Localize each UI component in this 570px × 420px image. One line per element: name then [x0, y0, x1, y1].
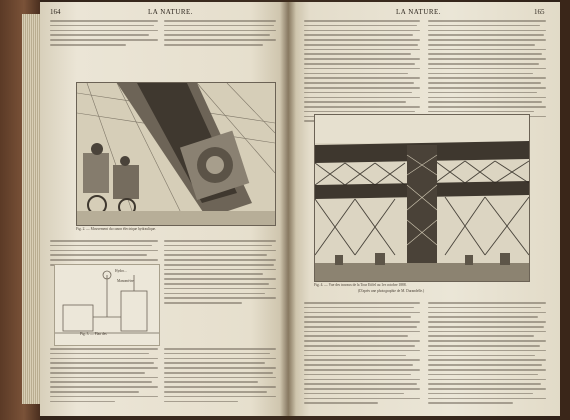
- left-bottom-text-col2: [164, 348, 276, 405]
- right-top-text-col1: [304, 20, 420, 125]
- book-cover-right: [560, 0, 570, 420]
- left-page: [40, 2, 288, 416]
- right-figure-caption-2: (D'après une photographie de M. Durandelle.): [358, 289, 425, 293]
- diagram-label-1: Hydro...: [115, 269, 127, 273]
- page-edges: [22, 14, 42, 404]
- diagram-label-2: Manomètre: [117, 279, 134, 283]
- left-bottom-text-col1: [50, 348, 158, 405]
- left-engraving-figure: [76, 82, 276, 226]
- right-page-folio: 165: [534, 8, 545, 16]
- right-bottom-text-col1: [304, 302, 420, 407]
- right-page-header: LA NATURE.: [396, 8, 442, 16]
- left-figure-caption: Fig. 2. — Mouvement du canon électrique hydraulique.: [76, 227, 157, 231]
- left-mid-text-col2: [164, 240, 276, 307]
- left-page-folio: 164: [50, 8, 61, 16]
- left-top-text-col1: [50, 20, 158, 49]
- left-page-header: LA NATURE.: [148, 8, 194, 16]
- crane-engraving: [77, 83, 275, 225]
- right-page: [288, 2, 560, 416]
- right-figure-caption: Fig. 4. — Vue des travaux de la Tour Eiffel au 1er octobre 1888.: [314, 283, 407, 287]
- book-gutter: [280, 0, 296, 420]
- left-top-text-col2: [164, 20, 276, 49]
- eiffel-tower-engraving: [315, 115, 529, 281]
- left-diagram-caption: Fig. 3. — Plan des: [80, 332, 107, 336]
- right-engraving-figure: [314, 114, 530, 282]
- right-top-text-col2: [428, 20, 546, 125]
- right-bottom-text-col2: [428, 302, 546, 407]
